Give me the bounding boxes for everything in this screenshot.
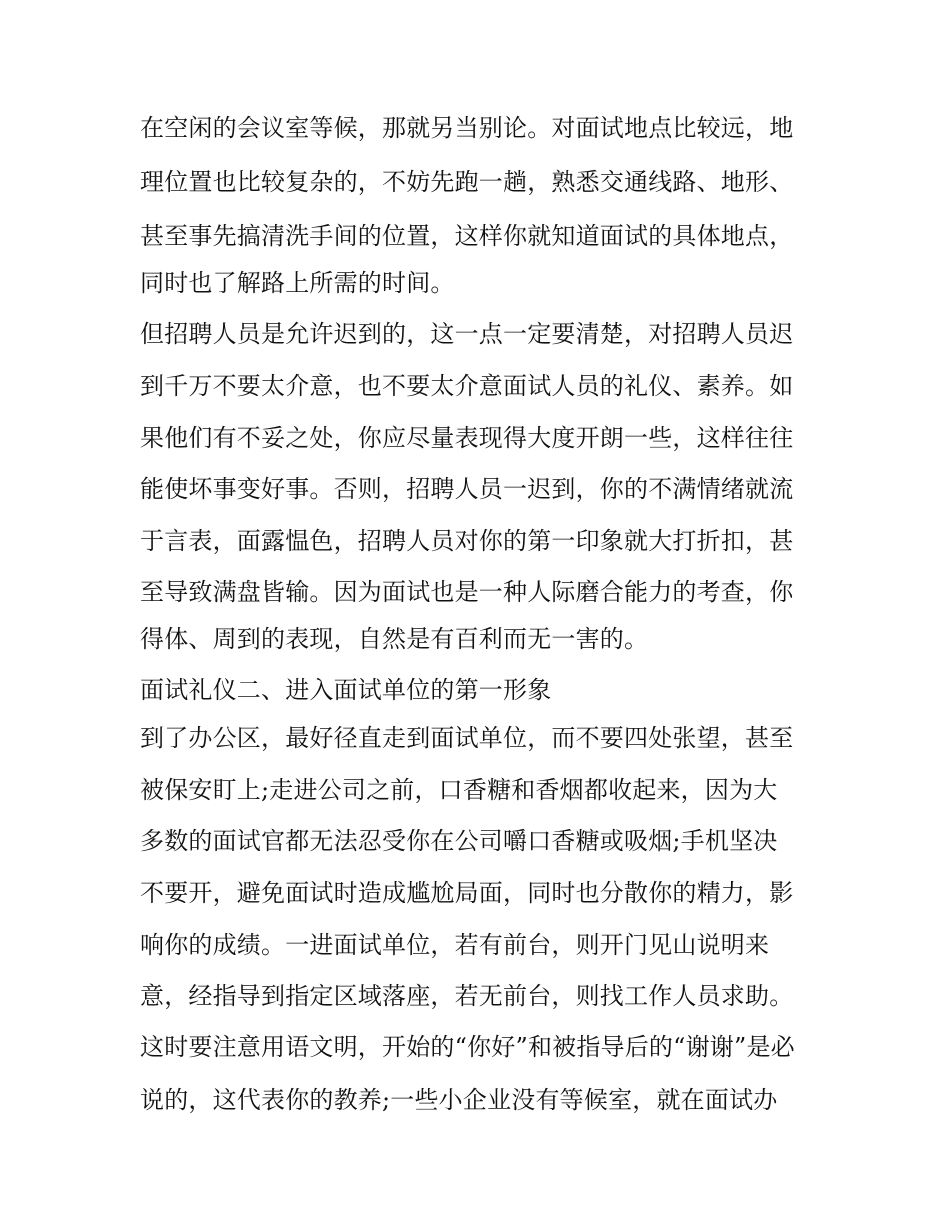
section-heading: 面试礼仪二、进入面试单位的第一形象 <box>140 676 552 704</box>
text-line: 同时也了解路上所需的时间。 <box>140 269 455 297</box>
text-line: 甚至事先搞清洗手间的位置，这样你就知道面试的具体地点， <box>140 222 794 250</box>
text-line: 意，经指导到指定区域落座，若无前台，则找工作人员求助。 <box>140 982 794 1010</box>
text-line: 于言表，面露愠色，招聘人员对你的第一印象就大打折扣，甚 <box>140 527 794 555</box>
text-line: 理位置也比较复杂的，不妨先跑一趟，熟悉交通线路、地形、 <box>140 168 794 196</box>
text-line: 多数的面试官都无法忍受你在公司嚼口香糖或吸烟;手机坚决 <box>140 827 778 855</box>
text-line: 到了办公区，最好径直走到面试单位，而不要四处张望，甚至 <box>140 724 794 752</box>
text-line: 到千万不要太介意，也不要太介意面试人员的礼仪、素养。如 <box>140 372 794 400</box>
text-line: 能使坏事变好事。否则，招聘人员一迟到，你的不满情绪就流 <box>140 475 794 503</box>
text-line: 但招聘人员是允许迟到的，这一点一定要清楚，对招聘人员迟 <box>140 320 794 348</box>
text-line: 被保安盯上;走进公司之前，口香糖和香烟都收起来，因为大 <box>140 776 778 804</box>
text-line: 响你的成绩。一进面试单位，若有前台，则开门见山说明来 <box>140 931 770 959</box>
text-line: 不要开，避免面试时造成尴尬局面，同时也分散你的精力，影 <box>140 879 794 907</box>
text-line: 这时要注意用语文明，开始的“你好”和被指导后的“谢谢”是必 <box>140 1033 795 1061</box>
text-line: 至导致满盘皆输。因为面试也是一种人际磨合能力的考查，你 <box>140 578 794 606</box>
text-line: 果他们有不妥之处，你应尽量表现得大度开朗一些，这样往往 <box>140 424 794 452</box>
text-line: 在空闲的会议室等候，那就另当别论。对面试地点比较远，地 <box>140 114 794 142</box>
text-line: 说的，这代表你的教养;一些小企业没有等候室，就在面试办 <box>140 1086 778 1114</box>
text-line: 得体、周到的表现，自然是有百利而无一害的。 <box>140 625 649 653</box>
